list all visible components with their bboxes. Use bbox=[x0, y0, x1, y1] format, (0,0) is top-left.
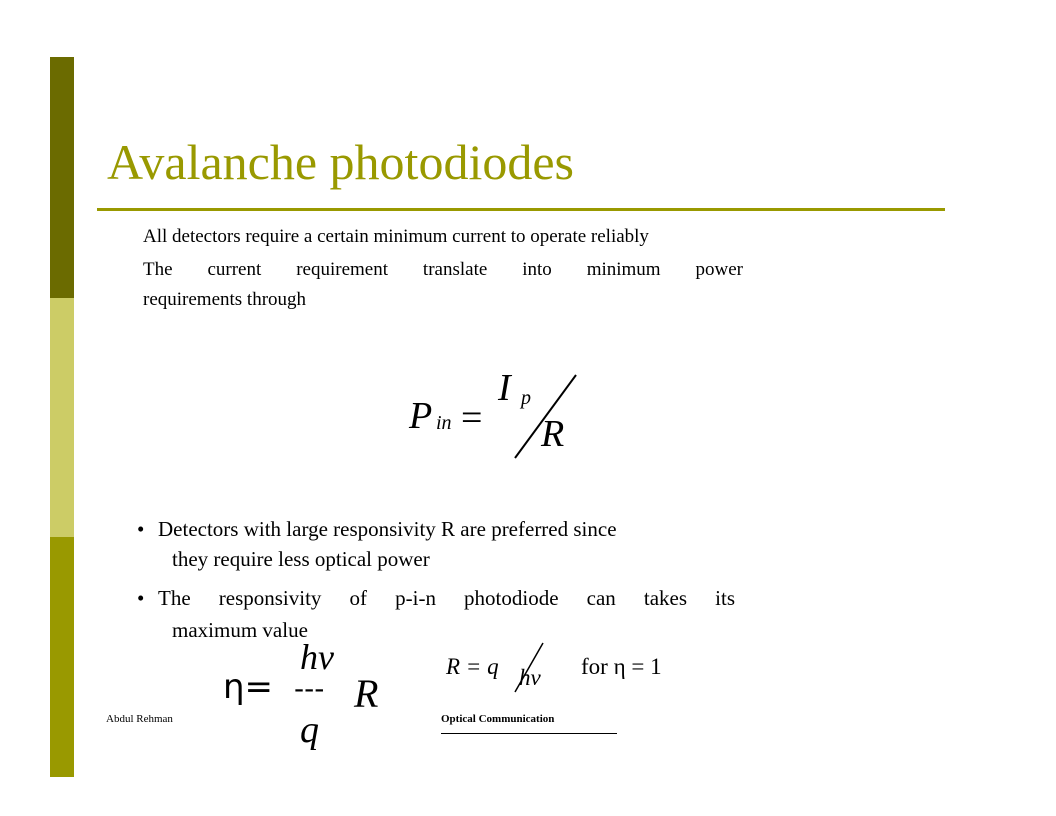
side-bar-mid-segment bbox=[50, 537, 74, 777]
footer-underline bbox=[441, 733, 617, 734]
slide-title: Avalanche photodiodes bbox=[107, 134, 574, 190]
footer-author: Abdul Rehman bbox=[106, 713, 173, 725]
intro-line-1: All detectors require a certain minimum current to operate reliably bbox=[143, 226, 649, 247]
footer-course: Optical Communication bbox=[441, 713, 555, 725]
eq2-lhs: R = q bbox=[446, 654, 499, 679]
eq1-i-subscript: p bbox=[521, 387, 531, 409]
eq3-denominator: q bbox=[300, 709, 319, 751]
bullet-1-line-1: Detectors with large responsivity R are preferred since bbox=[158, 517, 617, 541]
bullet-1-marker: • bbox=[137, 517, 145, 541]
intro-line-2: The current requirement translate into minimum power bbox=[143, 259, 743, 280]
eq3-numerator: hν bbox=[300, 637, 334, 677]
eq3-r: R bbox=[354, 671, 379, 716]
eq3-eta-equals: η= bbox=[223, 667, 274, 707]
bullet-2-line-2: maximum value bbox=[172, 618, 308, 642]
side-bar-light-segment bbox=[50, 298, 74, 537]
intro-line-3: requirements through bbox=[143, 289, 307, 310]
eq1-p-subscript: in bbox=[436, 412, 452, 434]
bullet-1-line-2: they require less optical power bbox=[172, 547, 430, 571]
eq3-fraction-bar: --- bbox=[294, 672, 325, 705]
title-underline bbox=[97, 208, 945, 211]
bullet-2-line-1: The responsivity of p-i-n photodiode can takes its bbox=[158, 586, 735, 610]
eq2-condition: for η = 1 bbox=[581, 654, 662, 679]
eq2-denominator: hν bbox=[519, 665, 541, 690]
eq1-i: I bbox=[498, 367, 511, 409]
eq1-p: P bbox=[409, 395, 433, 437]
eq1-r: R bbox=[541, 413, 565, 455]
side-bar-dark-segment bbox=[50, 57, 74, 298]
eq1-equals: = bbox=[461, 397, 483, 439]
bullet-2-marker: • bbox=[137, 586, 145, 610]
